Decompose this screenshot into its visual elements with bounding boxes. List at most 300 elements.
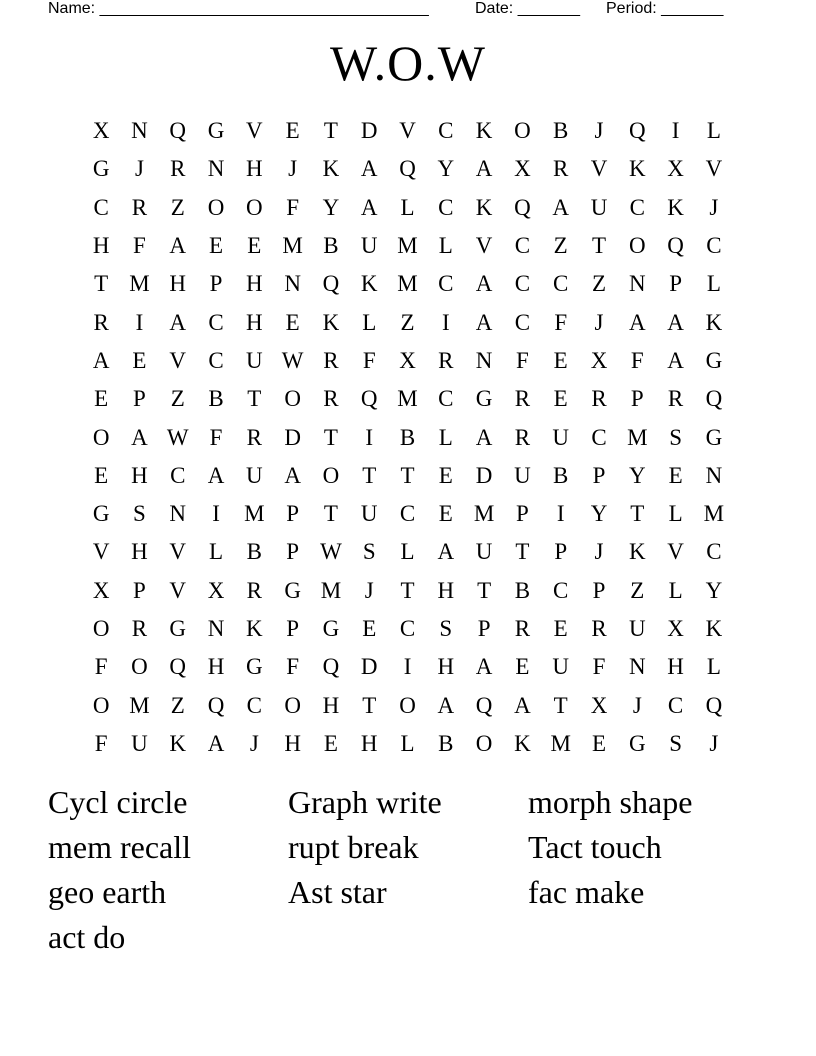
grid-letter: J xyxy=(594,309,604,335)
grid-letter: N xyxy=(628,271,646,297)
grid-letter: O xyxy=(92,692,110,718)
grid-letter: S xyxy=(669,424,682,450)
grid-letter: K xyxy=(169,730,187,756)
grid-letter: X xyxy=(667,616,684,641)
grid-letter: S xyxy=(439,616,453,641)
grid-letter: N xyxy=(169,501,187,527)
grid-letter: G xyxy=(475,386,493,412)
grid-letter: A xyxy=(667,347,684,373)
grid-letter: H xyxy=(437,577,455,603)
grid-letter: C xyxy=(629,194,645,220)
grid-letter: H xyxy=(131,539,148,565)
grid-letter: H xyxy=(246,271,263,297)
grid-letter: T xyxy=(400,577,415,603)
grid-letter: U xyxy=(246,462,263,488)
grid-letter: J xyxy=(249,730,259,756)
grid-letter: K xyxy=(628,156,646,182)
grid-letter: R xyxy=(246,577,262,603)
word-list-item: Tact touch xyxy=(528,829,662,865)
grid-letter: I xyxy=(212,501,220,527)
grid-letter: W xyxy=(281,347,304,373)
grid-letter: U xyxy=(131,730,148,756)
grid-letter: L xyxy=(209,539,224,565)
grid-letter: X xyxy=(514,156,531,182)
grid-letter: Q xyxy=(475,692,493,718)
grid-letter: R xyxy=(93,309,109,335)
grid-letter: W xyxy=(320,539,342,565)
grid-letter: S xyxy=(362,539,376,565)
grid-letter: O xyxy=(92,616,110,641)
grid-letter: F xyxy=(592,654,606,680)
grid-letter: B xyxy=(323,233,339,259)
grid-letter: C xyxy=(438,386,454,412)
grid-letter: T xyxy=(323,501,338,527)
grid-letter: T xyxy=(362,692,377,718)
grid-letter: A xyxy=(207,462,225,488)
grid-letter: K xyxy=(705,616,723,641)
grid-letter: R xyxy=(438,347,454,373)
grid-letter: Y xyxy=(628,462,646,488)
grid-letter: D xyxy=(360,118,378,144)
grid-row xyxy=(82,533,734,571)
grid-letter: B xyxy=(553,462,569,488)
grid-letter: X xyxy=(92,577,110,603)
grid-letter: C xyxy=(246,692,262,718)
grid-letter: U xyxy=(246,347,263,373)
grid-letter: J xyxy=(364,577,374,603)
word-list-item: morph shape xyxy=(528,784,693,820)
grid-letter: K xyxy=(322,156,340,182)
word-list-item: Ast star xyxy=(288,874,387,910)
grid-letter: M xyxy=(627,424,648,450)
grid-letter: F xyxy=(286,194,300,220)
grid-letter: C xyxy=(553,271,569,297)
grid-letter: P xyxy=(286,539,300,565)
grid-letter: A xyxy=(667,309,684,335)
grid-letter: L xyxy=(706,118,721,144)
grid-letter: O xyxy=(284,692,301,718)
grid-letter: A xyxy=(284,462,301,488)
word-list-item: geo earth xyxy=(48,874,167,910)
grid-letter: P xyxy=(592,577,606,603)
grid-letter: B xyxy=(246,539,262,565)
grid-letter: C xyxy=(514,233,531,259)
grid-letter: N xyxy=(131,118,148,144)
grid-letter: R xyxy=(131,194,148,220)
word-search-grid xyxy=(82,112,734,763)
grid-letter: L xyxy=(706,271,721,297)
grid-letter: Z xyxy=(591,271,607,297)
grid-letter: E xyxy=(438,501,453,527)
grid-letter: V xyxy=(475,233,493,259)
grid-letter: P xyxy=(669,271,682,297)
grid-letter: K xyxy=(475,118,493,144)
grid-letter: D xyxy=(360,654,378,680)
grid-letter: C xyxy=(208,309,224,335)
grid-letter: T xyxy=(515,539,530,565)
grid-letter: C xyxy=(591,424,607,450)
grid-letter: X xyxy=(399,347,416,373)
grid-letter: Q xyxy=(322,271,340,297)
grid-letter: H xyxy=(169,271,187,297)
grid-row xyxy=(82,189,734,227)
word-list xyxy=(48,780,768,960)
grid-letter: O xyxy=(92,424,110,450)
grid-letter: C xyxy=(399,616,416,641)
grid-letter: H xyxy=(131,462,148,488)
grid-letter: E xyxy=(553,347,568,373)
grid-letter: Z xyxy=(170,386,185,412)
grid-letter: G xyxy=(705,347,723,373)
grid-letter: O xyxy=(475,730,493,756)
grid-letter: I xyxy=(671,118,680,144)
grid-letter: V xyxy=(169,539,187,565)
grid-letter: Y xyxy=(590,501,608,527)
grid-row xyxy=(82,457,734,495)
grid-letter: E xyxy=(668,462,683,488)
grid-letter: Z xyxy=(170,692,185,718)
grid-letter: R xyxy=(553,156,569,182)
grid-letter: N xyxy=(207,616,225,641)
grid-letter: P xyxy=(286,501,300,527)
grid-letter: K xyxy=(628,539,646,565)
grid-letter: O xyxy=(131,654,148,680)
grid-letter: F xyxy=(94,730,108,756)
grid-letter: T xyxy=(630,501,645,527)
grid-letter: R xyxy=(591,616,607,641)
grid-row xyxy=(82,495,734,533)
grid-letter: K xyxy=(705,309,723,335)
grid-letter: E xyxy=(285,118,300,144)
grid-letter: T xyxy=(591,233,607,259)
grid-row xyxy=(82,380,734,418)
grid-letter: M xyxy=(550,730,571,756)
grid-letter: A xyxy=(92,347,110,373)
grid-row xyxy=(82,610,734,648)
grid-letter: Q xyxy=(169,654,187,680)
grid-letter: C xyxy=(553,577,569,603)
grid-letter: C xyxy=(514,309,531,335)
grid-letter: T xyxy=(323,118,338,144)
grid-letter: J xyxy=(709,194,719,220)
grid-letter: I xyxy=(556,501,565,527)
grid-letter: F xyxy=(209,424,223,450)
grid-letter: N xyxy=(475,347,493,373)
grid-letter: G xyxy=(92,156,110,182)
grid-letter: H xyxy=(667,654,684,680)
grid-letter: H xyxy=(92,233,110,259)
grid-letter: R xyxy=(514,616,531,641)
grid-row xyxy=(82,342,734,380)
grid-row xyxy=(82,303,734,341)
grid-letter: Q xyxy=(705,386,723,412)
word-list-item: fac make xyxy=(528,874,645,910)
grid-letter: O xyxy=(246,194,263,220)
grid-letter: G xyxy=(705,424,723,450)
grid-letter: V xyxy=(169,577,187,603)
grid-letter: B xyxy=(553,118,569,144)
grid-letter: E xyxy=(94,462,109,488)
grid-letter: I xyxy=(135,309,144,335)
grid-letter: X xyxy=(667,156,684,182)
grid-letter: G xyxy=(207,118,225,144)
grid-letter: P xyxy=(554,539,568,565)
grid-letter: D xyxy=(475,462,493,488)
grid-letter: X xyxy=(207,577,225,603)
grid-letter: F xyxy=(286,654,300,680)
grid-letter: N xyxy=(284,271,301,297)
grid-letter: O xyxy=(284,386,301,412)
grid-letter: G xyxy=(169,616,187,641)
grid-letter: Z xyxy=(630,577,645,603)
grid-letter: F xyxy=(554,309,568,335)
grid-letter: T xyxy=(477,577,492,603)
grid-letter: U xyxy=(360,501,378,527)
grid-letter: C xyxy=(438,271,454,297)
grid-letter: A xyxy=(552,194,570,220)
grid-letter: U xyxy=(590,194,608,220)
grid-letter: U xyxy=(552,654,570,680)
grid-letter: T xyxy=(553,692,568,718)
grid-letter: L xyxy=(400,539,415,565)
word-list-item: Cycl circle xyxy=(48,784,188,820)
grid-letter: V xyxy=(92,539,110,565)
grid-letter: L xyxy=(438,233,453,259)
grid-letter: Z xyxy=(553,233,568,259)
grid-letter: A xyxy=(131,424,148,450)
grid-letter: M xyxy=(397,271,418,297)
grid-letter: Y xyxy=(322,194,340,220)
grid-letter: P xyxy=(133,386,146,412)
grid-letter: L xyxy=(668,577,683,603)
grid-letter: Q xyxy=(705,692,723,718)
grid-letter: L xyxy=(438,424,453,450)
grid-letter: A xyxy=(169,233,187,259)
grid-letter: A xyxy=(360,156,378,182)
grid-letter: Z xyxy=(170,194,185,220)
grid-letter: T xyxy=(323,424,338,450)
grid-letter: B xyxy=(438,730,454,756)
grid-letter: Q xyxy=(322,654,340,680)
grid-letter: H xyxy=(360,730,378,756)
grid-letter: P xyxy=(133,577,146,603)
grid-letter: E xyxy=(438,462,453,488)
grid-letter: A xyxy=(475,271,493,297)
grid-letter: Q xyxy=(360,386,378,412)
grid-letter: R xyxy=(514,424,531,450)
period-field-label: Period: _______ xyxy=(606,0,724,17)
grid-letter: P xyxy=(209,271,223,297)
grid-letter: B xyxy=(208,386,224,412)
grid-letter: J xyxy=(288,156,298,182)
grid-letter: F xyxy=(362,347,376,373)
grid-letter: V xyxy=(705,156,723,182)
grid-letter: J xyxy=(632,692,642,718)
grid-letter: Q xyxy=(399,156,416,182)
grid-letter: N xyxy=(207,156,225,182)
grid-letter: T xyxy=(362,462,377,488)
grid-letter: R xyxy=(323,386,339,412)
grid-letter: E xyxy=(209,233,224,259)
grid-letter: G xyxy=(628,730,646,756)
grid-letter: C xyxy=(93,194,109,220)
grid-letter: L xyxy=(362,309,377,335)
grid-letter: K xyxy=(514,730,531,756)
grid-letter: A xyxy=(628,309,646,335)
grid-letter: C xyxy=(399,501,416,527)
page-title: W.O.W xyxy=(330,35,486,91)
word-list-item: Graph write xyxy=(288,784,442,820)
name-field-label: Name: _____________________________________ xyxy=(48,0,429,17)
grid-letter: N xyxy=(628,654,646,680)
grid-row xyxy=(82,265,734,303)
grid-letter: K xyxy=(246,616,263,641)
grid-letter: F xyxy=(630,347,644,373)
date-field-label: Date: _______ xyxy=(475,0,580,17)
grid-letter: E xyxy=(94,386,109,412)
grid-row xyxy=(82,572,734,610)
grid-letter: R xyxy=(131,616,148,641)
grid-letter: O xyxy=(399,692,416,718)
grid-letter: U xyxy=(360,233,378,259)
grid-letter: J xyxy=(134,156,144,182)
grid-letter: D xyxy=(284,424,301,450)
grid-letter: A xyxy=(475,654,493,680)
word-list-item: act do xyxy=(48,919,126,955)
grid-letter: E xyxy=(132,347,147,373)
grid-letter: E xyxy=(247,233,262,259)
grid-letter: B xyxy=(399,424,416,450)
grid-letter: J xyxy=(594,118,604,144)
grid-letter: Q xyxy=(628,118,646,144)
grid-letter: E xyxy=(553,386,568,412)
grid-letter: C xyxy=(706,539,722,565)
grid-letter: Y xyxy=(705,577,723,603)
grid-letter: H xyxy=(437,654,455,680)
grid-letter: A xyxy=(437,539,455,565)
grid-letter: H xyxy=(322,692,340,718)
grid-letter: W xyxy=(166,424,189,450)
grid-letter: V xyxy=(246,118,263,144)
grid-letter: K xyxy=(360,271,378,297)
grid-letter: H xyxy=(246,156,263,182)
grid-letter: C xyxy=(514,271,531,297)
grid-letter: R xyxy=(514,386,531,412)
grid-letter: R xyxy=(246,424,262,450)
grid-letter: Q xyxy=(514,194,531,220)
grid-letter: J xyxy=(709,730,719,756)
grid-letter: P xyxy=(477,616,491,641)
grid-letter: A xyxy=(360,194,378,220)
grid-letter: X xyxy=(590,347,608,373)
grid-letter: A xyxy=(207,730,225,756)
grid-letter: M xyxy=(703,501,725,527)
word-list-item: rupt break xyxy=(288,829,419,865)
grid-letter: Q xyxy=(207,692,225,718)
grid-letter: Q xyxy=(169,118,187,144)
grid-letter: C xyxy=(208,347,224,373)
grid-letter: M xyxy=(244,501,265,527)
grid-letter: P xyxy=(630,386,644,412)
grid-letter: T xyxy=(400,462,415,488)
grid-letter: A xyxy=(475,156,493,182)
grid-letter: Q xyxy=(667,233,684,259)
grid-letter: M xyxy=(129,692,150,718)
grid-letter: G xyxy=(246,654,263,680)
grid-letter: E xyxy=(362,616,377,641)
grid-letter: B xyxy=(514,577,531,603)
grid-letter: A xyxy=(475,424,493,450)
grid-letter: X xyxy=(92,118,110,144)
grid-letter: M xyxy=(473,501,495,527)
grid-letter: F xyxy=(516,347,529,373)
grid-letter: E xyxy=(515,654,530,680)
grid-letter: X xyxy=(590,692,608,718)
grid-letter: V xyxy=(667,539,684,565)
grid-letter: C xyxy=(706,233,722,259)
grid-letter: R xyxy=(323,347,339,373)
grid-letter: M xyxy=(397,233,418,259)
grid-row xyxy=(82,725,734,763)
grid-letter: F xyxy=(94,654,108,680)
grid-letter: N xyxy=(705,462,723,488)
grid-row xyxy=(82,686,734,724)
worksheet-header xyxy=(0,0,816,20)
grid-letter: L xyxy=(400,730,415,756)
grid-letter: M xyxy=(320,577,342,603)
grid-letter: I xyxy=(365,424,374,450)
grid-letter: M xyxy=(282,233,303,259)
grid-letter: P xyxy=(516,501,529,527)
grid-letter: U xyxy=(628,616,646,641)
grid-letter: A xyxy=(169,309,187,335)
grid-letter: Z xyxy=(400,309,415,335)
grid-letter: L xyxy=(400,194,415,220)
grid-letter: G xyxy=(92,501,110,527)
grid-letter: K xyxy=(322,309,340,335)
grid-letter: I xyxy=(403,654,412,680)
grid-letter: O xyxy=(514,118,531,144)
grid-letter: R xyxy=(170,156,186,182)
grid-letter: P xyxy=(286,616,300,641)
grid-row xyxy=(82,227,734,265)
grid-letter: C xyxy=(667,692,684,718)
grid-row xyxy=(82,150,734,188)
grid-letter: S xyxy=(133,501,146,527)
grid-letter: J xyxy=(594,539,604,565)
grid-letter: T xyxy=(94,271,109,297)
grid-letter: H xyxy=(284,730,301,756)
grid-letter: A xyxy=(475,309,493,335)
grid-letter: I xyxy=(441,309,450,335)
grid-letter: V xyxy=(590,156,608,182)
grid-letter: C xyxy=(438,194,454,220)
grid-letter: V xyxy=(399,118,416,144)
grid-letter: O xyxy=(322,462,340,488)
grid-letter: G xyxy=(284,577,301,603)
grid-letter: H xyxy=(246,309,263,335)
grid-letter: A xyxy=(514,692,531,718)
grid-letter: P xyxy=(592,462,606,488)
grid-letter: E xyxy=(553,616,568,641)
grid-letter: E xyxy=(323,730,338,756)
grid-letter: O xyxy=(207,194,225,220)
grid-letter: K xyxy=(475,194,493,220)
grid-letter: R xyxy=(591,386,607,412)
grid-letter: U xyxy=(552,424,570,450)
grid-letter: Y xyxy=(437,156,455,182)
grid-row xyxy=(82,648,734,686)
